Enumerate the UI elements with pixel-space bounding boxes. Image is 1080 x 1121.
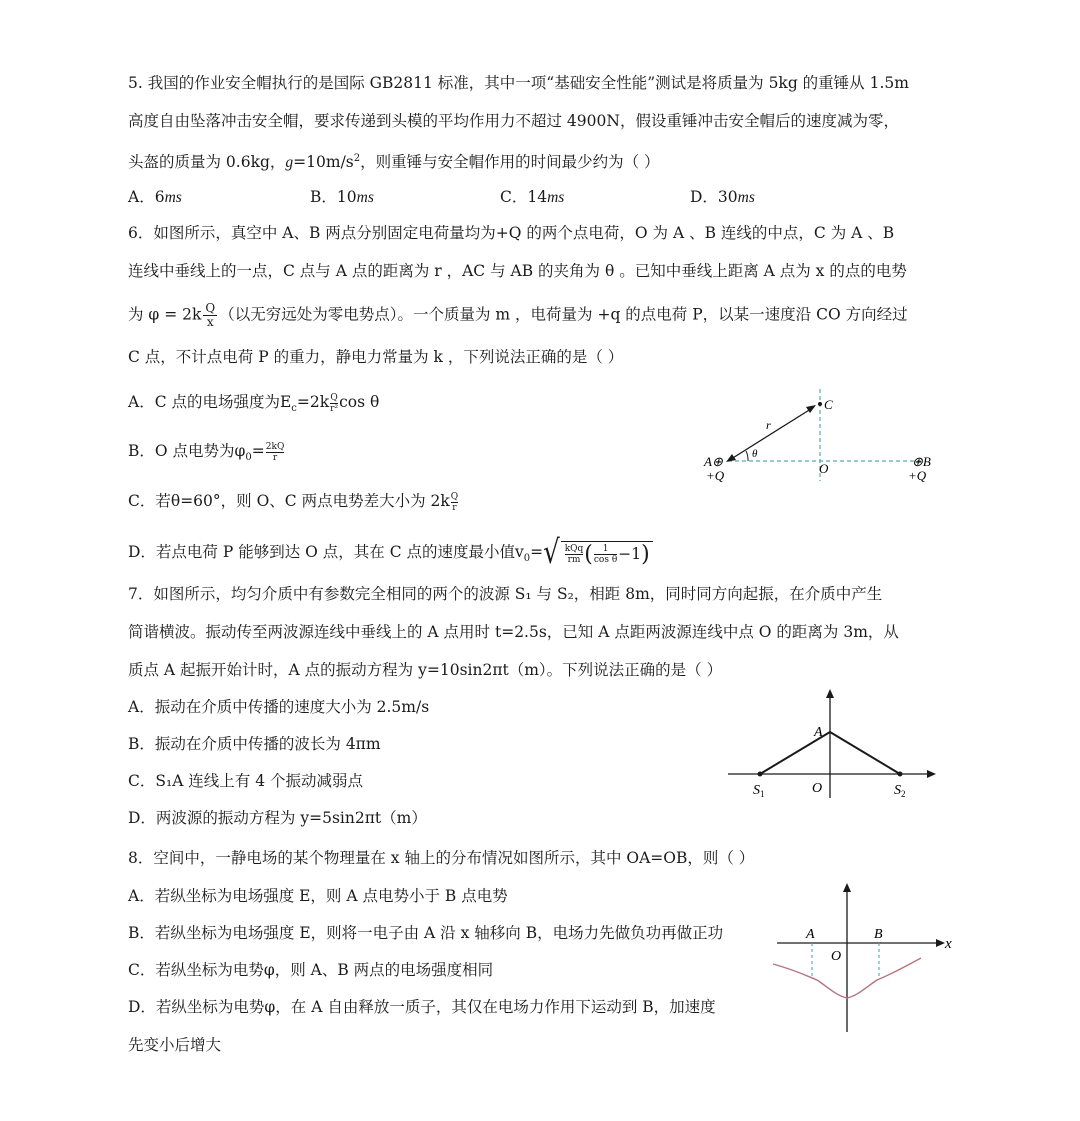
q6-option-a: A．C 点的电场强度为$E_c=2k$ $\frac{Q}{\text{r²}}\cos$ θ: [128, 392, 380, 415]
q6-label-theta: θ: [752, 448, 758, 460]
q8-y-arrow: [843, 883, 851, 892]
q8-option-a: A．若纵坐标为电场强度 E，则 A 点电势小于 B 点电势: [128, 887, 508, 905]
q6-option-d: D．若点电荷 P 能够到达 O 点，其在 C 点的速度最小值$v_0=√$ kQq rm ( $\frac{1}{\text{cos θ}}-1$): [128, 540, 653, 569]
q7-label-s2: $S_2$: [894, 783, 906, 799]
q6-option-c: C．若θ=60°，则 O、C 两点电势差大小为 2k $\frac{Q}{r}$: [128, 491, 459, 513]
q7-a-s2-line: [830, 732, 900, 774]
q8-line-1: 8．空间中，一静电场的某个物理量在 x 轴上的分布情况如图所示，其中 OA=OB，则（ ）: [128, 849, 755, 867]
q7-option-b: B．振动在介质中传播的波长为 4πm: [128, 735, 381, 753]
q7-line-2: 简谐横波。振动传至两波源连线中垂线上的 A 点用时 t=2.5s，已知 A 点距两波源连线中点 O 的距离为 3m，从: [128, 623, 899, 641]
q6-label-b-charge: +Q: [908, 468, 927, 483]
q8-option-d-continued: 先变小后增大: [128, 1036, 222, 1054]
q7-point-s1: [758, 772, 763, 777]
q5-line-1: 5. 我国的作业安全帽执行的是国际 GB2811 标准，其中一项“基础安全性能”测试是将质量为 5kg 的重锤从 1.5m: [128, 74, 909, 92]
q6-label-b: ⊕B: [912, 454, 931, 469]
q7-figure: [720, 686, 950, 806]
q6-angle-arc: [746, 451, 748, 461]
q7-option-a: A．振动在介质中传播的速度大小为 2.5m/s: [128, 698, 430, 716]
q7-point-s2: [898, 772, 903, 777]
q6-line-3: 为 φ = 2k $\frac{Q}{x}$ （以无穷远处为零电势点）。一个质量为 m ，电荷量为 +q 的点电荷 P，以某一速度沿 CO 方向经过: [128, 301, 908, 329]
q7-label-a: A: [814, 725, 823, 740]
q8-figure: [765, 880, 965, 1040]
q7-line-3: 质点 A 起振开始计时，A 点的振动方程为 y=10sin2πt（m）。下列说法正确的是（ ）: [128, 661, 723, 679]
q6-line-1: 6．如图所示，真空中 A、B 两点分别固定电荷量均为+Q 的两个点电荷，O 为 A 、B 连线的中点，C 为 A 、B: [128, 224, 895, 242]
q6-point-c: [818, 402, 822, 406]
q5-option-d: D．30ms: [690, 188, 755, 206]
q8-label-b: B: [874, 927, 883, 942]
q7-option-d: D．两波源的振动方程为 y=5sin2πt（m）: [128, 809, 427, 827]
q7-label-s1: $S_1$: [753, 783, 765, 799]
q7-y-arrow: [826, 689, 834, 698]
q6-label-o: O: [819, 461, 829, 476]
q6-line-4: C 点，不计点电荷 P 的重力，静电力常量为 k ，下列说法正确的是（ ）: [128, 348, 624, 366]
q6-option-b: B．O 点电势为$\varphi_0=$ $\frac{2kQ}{r}$: [128, 441, 285, 464]
q6-figure: [700, 385, 940, 485]
q5-option-c: C．14ms: [500, 188, 565, 206]
q8-x-arrow: [936, 939, 945, 947]
q6-arrow-a: [726, 454, 736, 462]
q7-line-1: 7．如图所示，均匀介质中有参数完全相同的两个的波源 S₁ 与 S₂，相距 8m，同时同方向起振，在介质中产生: [128, 585, 883, 603]
q6-label-a-charge: +Q: [706, 468, 725, 483]
q5-line-3: 头盔的质量为 0.6kg，$g=10m/s^2$，则重锤与安全帽作用的时间最少约为（ ）: [128, 153, 660, 172]
q8-label-o: O: [831, 949, 842, 964]
q7-label-o: O: [812, 781, 823, 796]
q5-line-2: 高度自由坠落冲击安全帽，要求传递到头模的平均作用力不超过 4900N，假设重锤冲击安全帽后的速度减为零，: [128, 112, 899, 130]
q6-label-c: C: [824, 397, 833, 412]
q8-label-x: x: [945, 936, 952, 952]
q7-x-arrow: [927, 770, 936, 778]
q6-label-a: A⊕: [704, 454, 723, 469]
q6-ac-line: [728, 407, 814, 461]
q5-option-a: A．6ms: [128, 188, 182, 206]
q5-option-b: B．10ms: [310, 188, 374, 206]
q6-label-r: r: [766, 418, 771, 432]
q8-option-c: C．若纵坐标为电势φ，则 A、B 两点的电场强度相同: [128, 961, 494, 979]
q8-option-d: D．若纵坐标为电势φ，在 A 自由释放一质子，其仅在电场力作用下运动到 B，加速度: [128, 998, 716, 1016]
q6-line-2: 连线中垂线上的一点，C 点与 A 点的距离为 r ，AC 与 AB 的夹角为 θ 。已知中垂线上距离 A 点为 x 的点的电势: [128, 262, 907, 280]
q7-option-c: C．S₁A 连线上有 4 个振动减弱点: [128, 772, 364, 790]
q8-label-a: A: [806, 927, 815, 942]
q8-option-b: B．若纵坐标为电场强度 E，则将一电子由 A 沿 x 轴移向 B，电场力先做负功再做正功: [128, 924, 724, 942]
